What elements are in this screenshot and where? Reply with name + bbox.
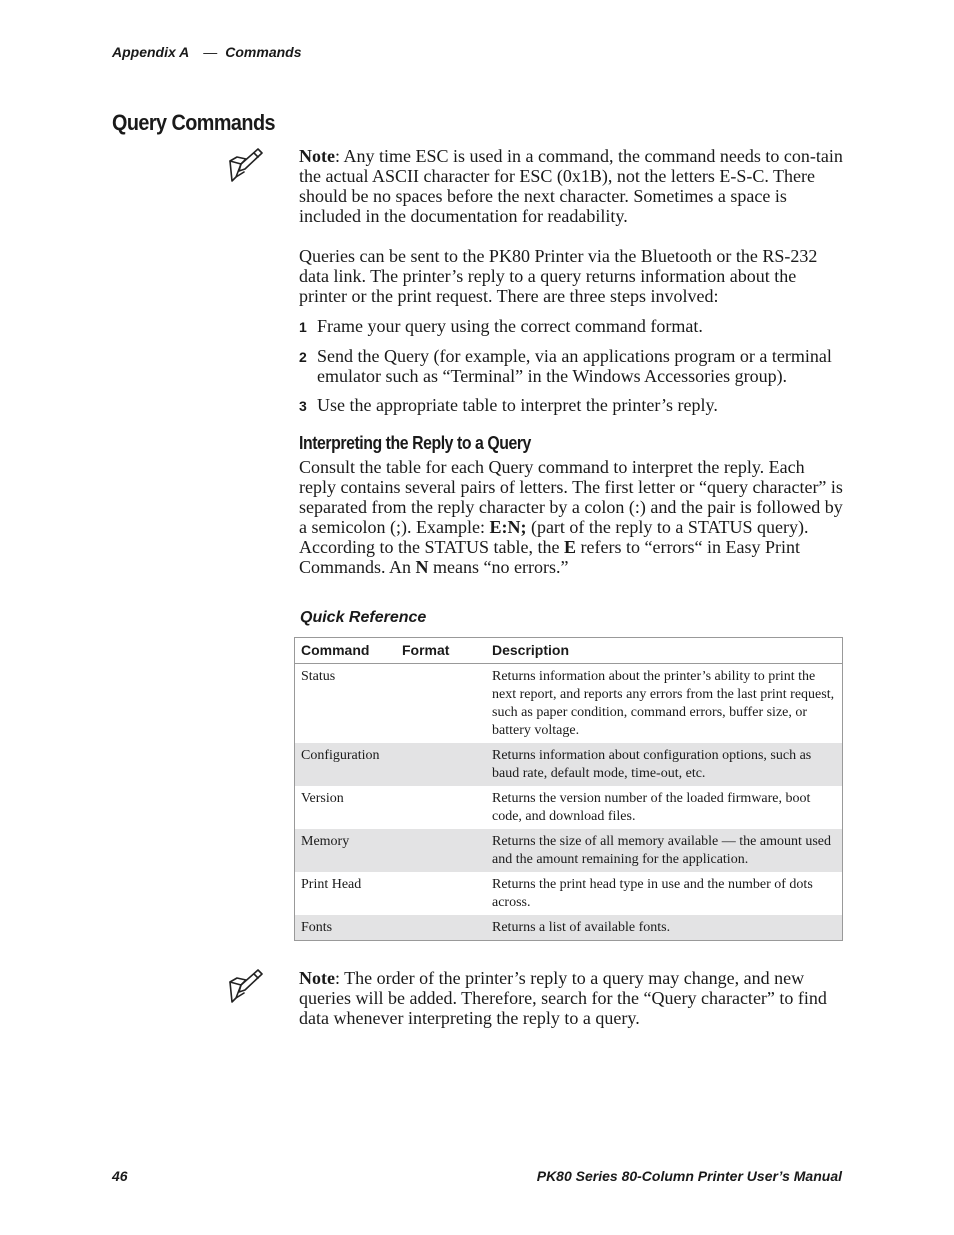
table-row [295, 915, 843, 941]
note-1-text: : Any time ESC is used in a command, the command needs to con-tain the actual ASCII character for ESC (0x1B), not the letters E-S-C. There should be no spaces before the next character. Sometimes a space is included in the documentation for readability. [299, 146, 843, 226]
intro-paragraph: Queries can be sent to the PK80 Printer via the Bluetooth or the RS-232 data link. The printer’s reply to a query returns information about the printer or the print request. There are three steps involved: [299, 246, 818, 306]
cell-format [396, 743, 486, 786]
note-1 [299, 146, 844, 226]
interpreting-text-1: Consult the table for each Query command to interpret the reply. Each reply contains several pairs of letters. The first letter or “query character” is separated from the reply character by a colon (:) and the pair is followed by a semicolon (;). Example: [299, 457, 843, 537]
section-title: Query Commands [112, 110, 275, 135]
step-3 [299, 395, 844, 415]
step-text: Frame your query using the correct command format. [317, 316, 703, 336]
cell-format [396, 829, 486, 872]
note-2-label: Note [299, 968, 335, 988]
cell-description: Returns information about configuration options, such as baud rate, default mode, time-out, etc. [486, 743, 843, 786]
cell-format [396, 872, 486, 915]
column-header-format: Format [396, 638, 486, 664]
table-row [295, 786, 843, 829]
cell-command: Status [301, 669, 336, 684]
table-row [295, 829, 843, 872]
cell-format [396, 915, 486, 941]
cell-command: Version [301, 791, 344, 806]
table-row [295, 743, 843, 786]
running-header [112, 44, 302, 60]
header-section: Appendix A [112, 44, 190, 60]
quick-reference-table [294, 637, 843, 941]
table-row [295, 872, 843, 915]
step-text: Send the Query (for example, via an applications program or a terminal emulator such as “Terminal” in the Windows Accessories group). [317, 346, 832, 386]
cell-command: Memory [295, 829, 397, 872]
cell-description: Returns a list of available fonts. [486, 915, 843, 941]
header-chapter: Commands [225, 44, 302, 60]
interpreting-paragraph [299, 457, 844, 577]
manual-title: PK80 Series 80-Column Printer User’s Manual [536, 1168, 842, 1184]
cell-description: Returns information about the printer’s ability to print the next report, and reports any errors from the last print request, such as paper condition, command errors, buffer size, or battery voltage. [492, 669, 835, 738]
cell-format [396, 664, 486, 744]
page-number: 46 [112, 1168, 128, 1184]
step-number: 1 [299, 319, 307, 335]
note-pencil-icon [224, 147, 264, 187]
note-1-label: Note [299, 146, 335, 166]
table-header-row [295, 638, 843, 664]
cell-format [396, 786, 486, 829]
subsection-title: Interpreting the Reply to a Query [299, 433, 531, 453]
table-row [295, 664, 843, 744]
interpreting-text-4: means “no errors.” [428, 557, 569, 577]
header-dash: — [203, 44, 218, 60]
cell-command: Configuration [295, 743, 397, 786]
step-1 [299, 316, 844, 336]
cell-description: Returns the print head type in use and the number of dots across. [492, 877, 813, 910]
step-number: 2 [299, 349, 307, 365]
quick-reference-title: Quick Reference [300, 609, 427, 626]
column-header-command: Command [295, 638, 397, 664]
example-reply: E:N; [489, 517, 527, 537]
note-2 [299, 968, 844, 1028]
step-number: 3 [299, 398, 307, 414]
note-pencil-icon [224, 968, 264, 1008]
cell-description: Returns the size of all memory available — the amount used and the amount remaining for the application. [486, 829, 843, 872]
cell-description: Returns the version number of the loaded firmware, boot code, and download files. [492, 791, 811, 824]
interpreting-text-2: (part of the reply to a STATUS query). According to the STATUS table, the [299, 517, 809, 557]
interpreting-text-3: refers to “errors“ in Easy Print Commands. An [299, 537, 800, 577]
cell-command: Fonts [295, 915, 397, 941]
cell-command: Print Head [301, 877, 362, 892]
step-text: Use the appropriate table to interpret the printer’s reply. [317, 395, 718, 415]
letter-e: E [564, 537, 577, 557]
step-2 [299, 346, 844, 386]
column-header-description: Description [486, 638, 843, 664]
note-2-text: : The order of the printer’s reply to a query may change, and new queries will be added. Therefore, search for the “Query character” to find data whenever interpreting the reply to a query. [299, 968, 827, 1028]
letter-n: N [415, 557, 429, 577]
